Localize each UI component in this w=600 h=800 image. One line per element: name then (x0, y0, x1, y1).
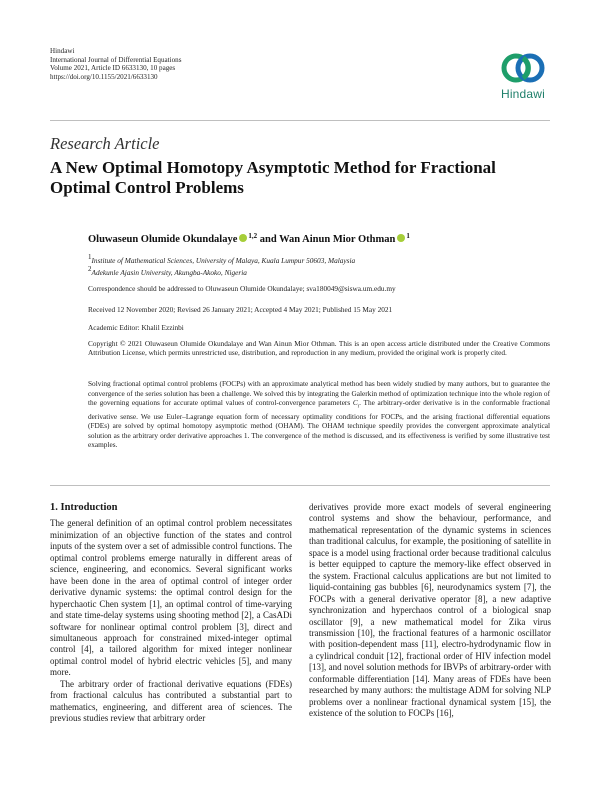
doi-link[interactable]: https://doi.org/10.1155/2021/6633130 (50, 72, 158, 81)
section-heading: 1. Introduction (50, 502, 118, 513)
abstract-text-2: . The arbitrary-order derivative is in the conformable fractional derivative sense. We use Euler–Lagrange equation form of necessary optimality conditions for FOCPs, and the arising fractional differential equations (FDEs) are solved by optimal homotopy asymptotic method (OHAM). The OHAM technique speedily provides the convergent approximate analytical solution as the arbitrary order derivative approaches 1. The convergence of the method is discussed, and its effectiveness is verified by some illustrative test examples. (88, 398, 550, 450)
publication-dates: Received 12 November 2020; Revised 26 January 2021; Accepted 4 May 2021; Published 15 May 2021 (88, 305, 393, 314)
affiliation-text: Institute of Mathematical Sciences, University of Malaya, Kuala Lumpur 50603, Malaysia (91, 256, 356, 265)
orcid-icon[interactable] (239, 234, 247, 242)
body-paragraph: The general definition of an optimal control problem necessitates minimization of an objective function of the states and control inputs of the system over a set of admissible control functions. The optimal control problems emerge naturally in different areas of science, engineering, and economics. Several significant works have been done in the area of optimal control of integer order derivative dynamic systems: the optimal control design for the hyperchaotic Chen system [1], an optimal control of time-varying and state time-delay systems using shooting method [2], a CasADi software for nonlinear optimal control problem [3], direct and simultaneous approach for constrained mixed-integer optimal control [4], a tailored algorithm for mixed integer nonlinear optimal control model of hybrid electric vehicles [5], and many more. (50, 518, 292, 678)
author-1: Oluwaseun Olumide Okundalaye (88, 234, 238, 245)
orcid-icon[interactable] (397, 234, 405, 242)
body-column-right (309, 502, 551, 720)
author-2: Wan Ainun Mior Othman (279, 234, 396, 245)
correspondence: Correspondence should be addressed to Oluwaseun Olumide Okundalaye; sva180049@siswa.um.edu.my (88, 284, 396, 293)
article-type: Research Article (50, 134, 160, 153)
affiliation-text: Adekunle Ajasin University, Akungba-Akoko, Nigeria (91, 268, 247, 278)
affiliations (88, 253, 550, 278)
abstract-param: C (352, 398, 358, 407)
author-connector: and (259, 234, 277, 245)
affiliation-item (88, 253, 550, 265)
abstract-text-1: Solving fractional optimal control problems (FOCPs) with an approximate analytical method has been widely studied by many authors, but to guarantee the convergence of the series solution has been a challenge. We solved this by integrating the Galerkin method of optimization technique into the whole region of the governing equations for accurate optimal values of control-convergence parameters (88, 379, 550, 407)
volume-line: Volume 2021, Article ID 6633130, 10 pages (50, 64, 176, 73)
publisher-name: Hindawi (50, 47, 75, 55)
affiliation-num: 2 (88, 265, 92, 274)
author-line (88, 232, 410, 245)
body-paragraph: derivatives provide more exact models of several engineering control systems and show the behaviour, performance, and mathematical representation of the dynamic systems in sciences than traditional calculus, for example, the positioning of satellite in space is a model using fractional order because traditional calculus is better equipped to capture the memory-like effect observed in the system. Fractional calculus applications are but not limited to liquid-containing gas bubbles [6], neurodynamics system [7], the FOCPs with a general derivative operator [8], a new adaptive synchronization and hyperchaos control of a biological snap oscillator [9], a new mathematical model for Zika virus transmission [10], the fractional features of a harmonic oscillator with position-dependent mass [11], electro-hydrodynamic flow in a cylindrical conduit [12], fractional order of HIV infection model [13], and novel solution methods for IBVPs of arbitrary-order with conformable differentiation [14]. Many areas of FDEs have been researched by many authors: the multistage ADM for solving NLP problems over a nonlinear fractional dynamical system [15], the existence of the solution to FOCPs [16], (309, 502, 551, 719)
abstract (88, 379, 550, 450)
abstract-divider (50, 485, 550, 486)
affiliation-num: 1 (88, 253, 92, 261)
paper-title: A New Optimal Homotopy Asymptotic Method for Fractional Optimal Control Problems (50, 158, 496, 197)
author-1-affil: 1,2 (248, 232, 258, 240)
body-column-left (50, 502, 292, 725)
journal-meta (50, 47, 350, 81)
academic-editor: Academic Editor: Khalil Ezzinbi (88, 323, 184, 332)
journal-name: International Journal of Differential Equations (50, 55, 182, 64)
author-2-affil: 1 (406, 232, 410, 240)
body-paragraph: The arbitrary order of fractional derivative equations (FDEs) from fractional calculus has contributed a substantial part to mathematics, engineering, and different area of sciences. The previous studies review that arbitrary order (50, 678, 292, 724)
abstract-param-sub: i (357, 404, 360, 410)
logo-wordmark: Hindawi (500, 87, 546, 101)
header-divider (50, 120, 550, 121)
copyright-notice: Copyright © 2021 Oluwaseun Olumide Okundalaye and Wan Ainun Mior Othman. This is an open access article distributed under the Creative Commons Attribution License, which permits unrestricted use, distribution, and reproduction in any medium, provided the original work is properly cited. (88, 339, 550, 358)
affiliation-item (88, 265, 550, 277)
